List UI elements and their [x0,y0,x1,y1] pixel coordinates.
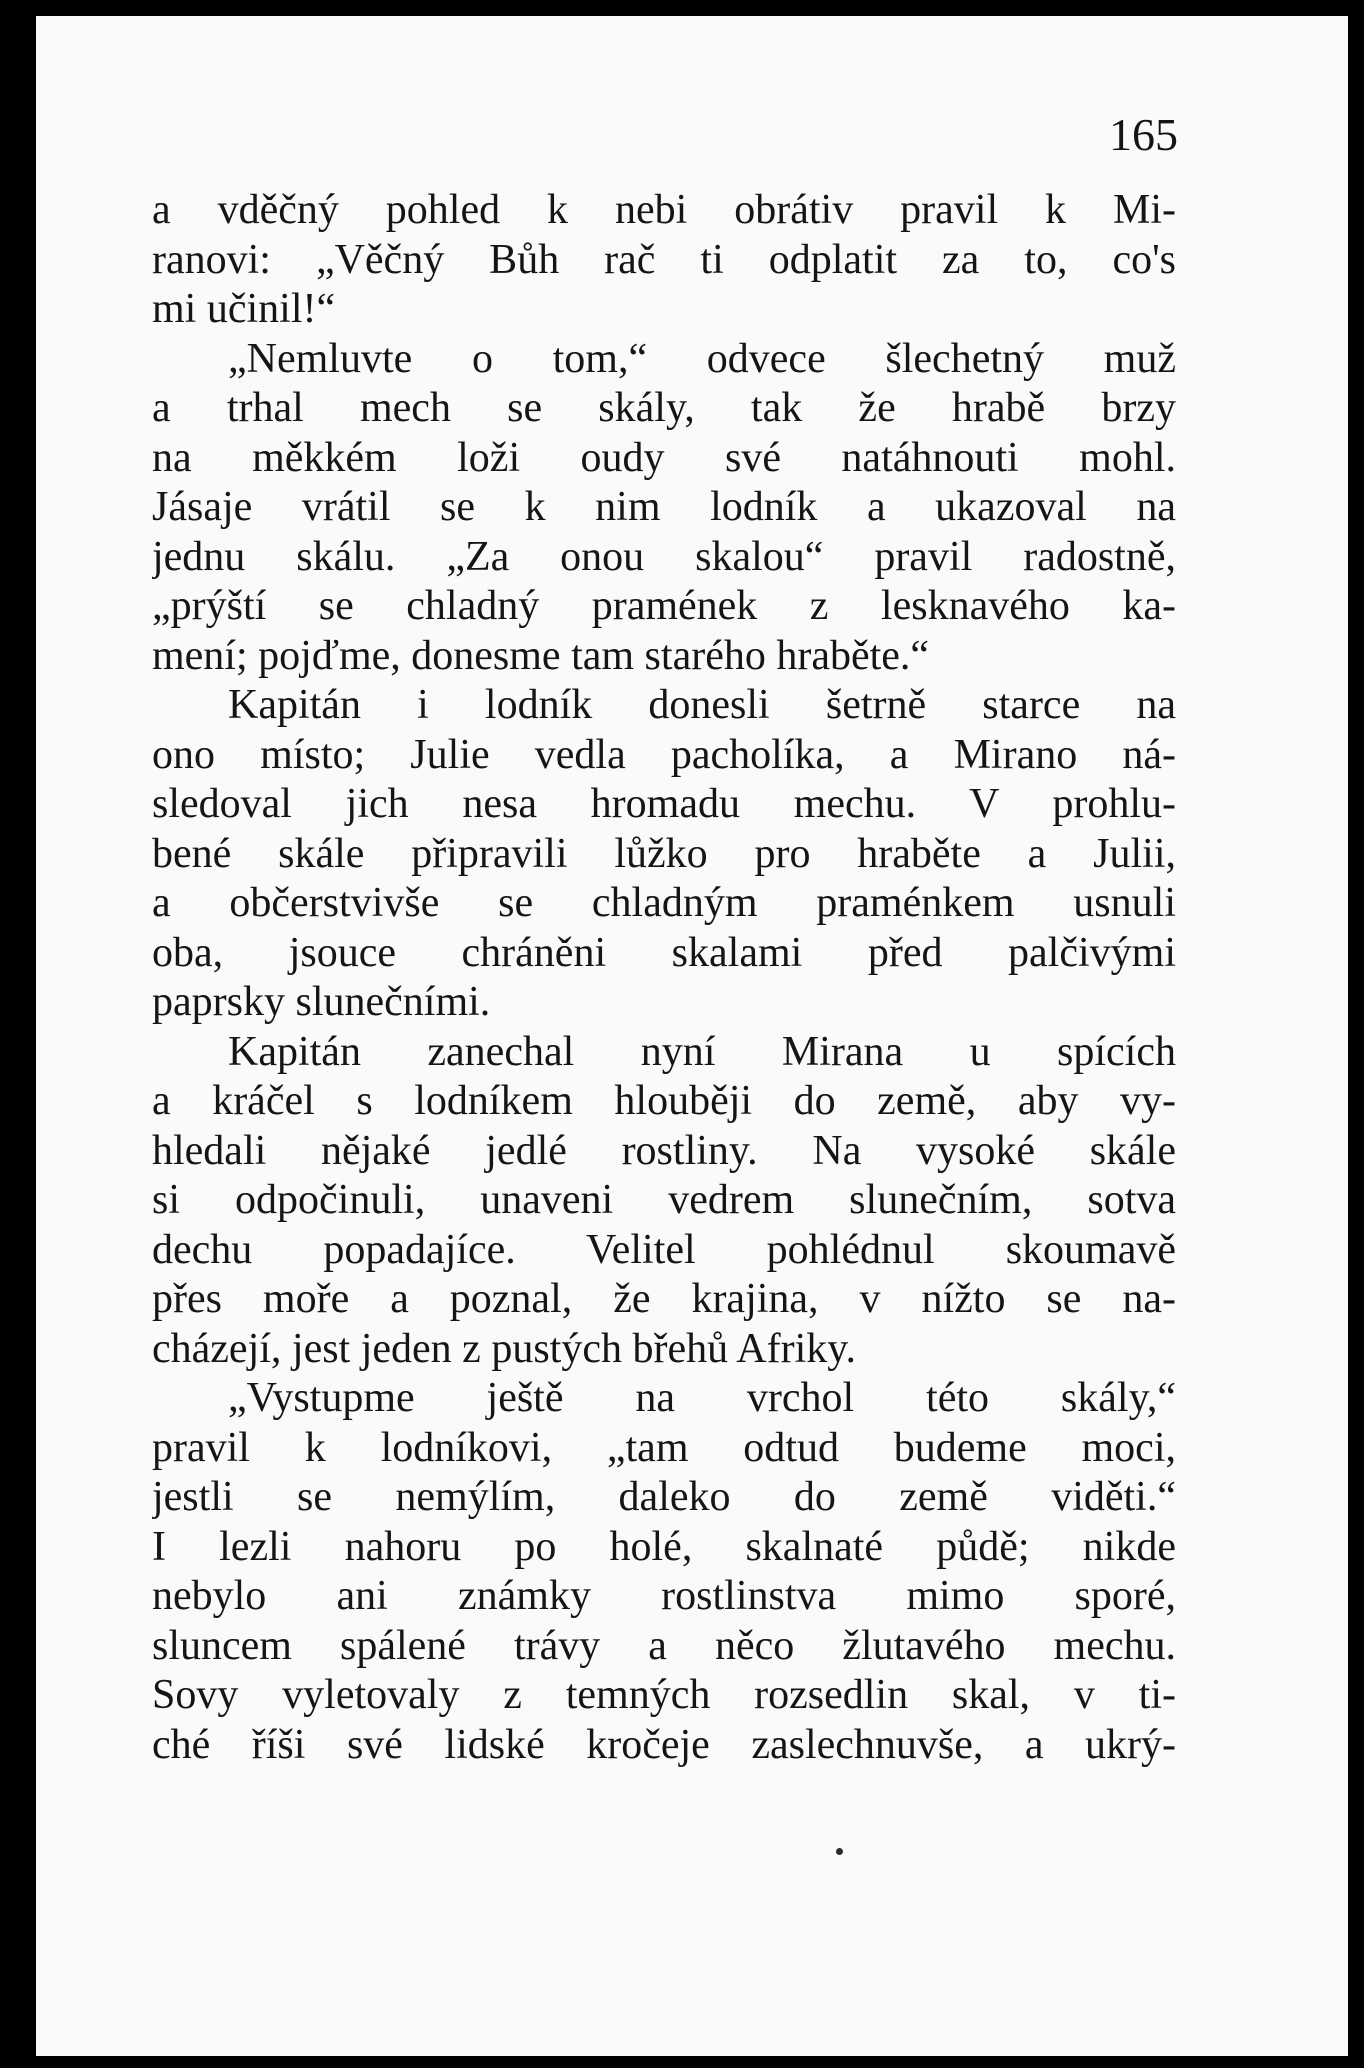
text-line: ché říši své lidské kročeje zaslechnuvše, a ukrý- [152,1721,1176,1768]
text-line: na měkkém loži oudy své natáhnouti mohl. [152,434,1176,481]
text-line: jestli se nemýlím, daleko do země viděti.“ [152,1474,1176,1520]
page-number: 165 [1109,109,1178,160]
text-line: Kapitán zanechal nyní Mirana u spících [228,1028,1176,1075]
text-line: bené skále připravili lůžko pro hraběte a Julii, [152,830,1176,877]
text-line: cházejí, jest jeden z pustých břehů Afriky. [152,1325,857,1372]
text-line: I lezli nahoru po holé, skalnaté půdě; nikde [152,1523,1176,1570]
text-line: Jásaje vrátil se k nim lodník a ukazoval na [152,484,1176,530]
text-line: sledoval jich nesa hromadu mechu. V prohlu- [152,781,1176,827]
text-line: Kapitán i lodník donesli šetrně starce na [228,682,1176,728]
text-line: paprsky slunečními. [152,979,491,1025]
text-line: a občerstvivše se chladným praménkem usnuli [152,880,1176,926]
text-line: jednu skálu. „Za onou skalou“ pravil radostně, [152,533,1176,580]
text-line: pravil k lodníkovi, „tam odtud budeme moci, [152,1424,1176,1471]
text-line: „Nemluvte o tom,“ odvece šlechetný muž [228,335,1176,382]
text-line: ono místo; Julie vedla pacholíka, a Mirano ná- [152,731,1176,778]
text-line: mení; pojďme, donesme tam starého hraběte.“ [152,632,930,679]
book-page [36,16,1348,2056]
text-line: si odpočinuli, unaveni vedrem slunečním, sotva [152,1177,1176,1223]
text-line: a trhal mech se skály, tak že hrabě brzy [152,385,1176,431]
text-line: hledali nějaké jedlé rostliny. Na vysoké skále [152,1127,1176,1174]
text-line: dechu popadajíce. Velitel pohlédnul skoumavě [152,1226,1176,1273]
text-line: přes moře a poznal, že krajina, v nížto se na- [152,1276,1176,1322]
text-line: oba, jsouce chráněni skalami před palčivými [152,929,1176,976]
text-line: sluncem spálené trávy a něco žlutavého mechu. [152,1622,1176,1669]
print-speck [836,1848,843,1855]
text-line: a vděčný pohled k nebi obrátiv pravil k Mi- [152,187,1176,233]
text-line: a kráčel s lodníkem hlouběji do země, aby vy- [152,1078,1176,1124]
text-line: mi učinil!“ [152,286,336,332]
body-text [152,186,1176,1770]
text-line: „Vystupme ještě na vrchol této skály,“ [228,1375,1176,1421]
text-line: ranovi: „Věčný Bůh rač ti odplatit za to, co's [152,236,1176,283]
text-line: „prýští se chladný pramének z lesknavého ka- [152,583,1176,629]
text-line: Sovy vyletovaly z temných rozsedlin skal, v ti- [152,1672,1176,1718]
text-line: nebylo ani známky rostlinstva mimo sporé, [152,1573,1176,1619]
